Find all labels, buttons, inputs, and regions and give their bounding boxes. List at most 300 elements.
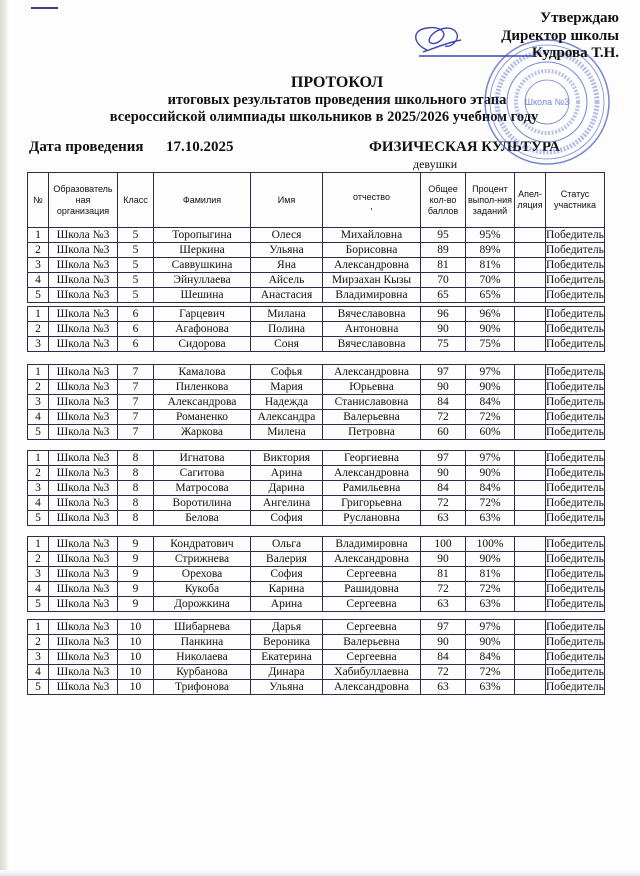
stamp-center-text: Школа №3: [524, 97, 570, 107]
category-label: девушки: [413, 157, 458, 171]
cell-patronymic: Борисовна: [323, 243, 421, 258]
header-patronymic-label: отчество: [353, 191, 390, 202]
cell-number: 1: [28, 620, 49, 635]
cell-appeal: [515, 650, 546, 665]
cell-percent: 81%: [466, 258, 515, 273]
cell-number: 1: [28, 307, 49, 322]
cell-number: 5: [28, 425, 49, 440]
cell-number: 5: [28, 680, 49, 695]
cell-surname: Саввушкина: [154, 258, 251, 273]
cell-surname: Стрижнева: [154, 552, 251, 567]
cell-total-score: 95: [421, 228, 466, 243]
cell-grade: 7: [118, 380, 154, 395]
cell-appeal: [515, 365, 546, 380]
cell-surname: Торопыгина: [154, 228, 251, 243]
cell-number: 2: [28, 243, 49, 258]
cell-total-score: 90: [421, 635, 466, 650]
cell-organization: Школа №3: [49, 582, 118, 597]
cell-percent: 90%: [466, 466, 515, 481]
cell-first-name: Надежда: [251, 395, 323, 410]
cell-number: 1: [28, 365, 49, 380]
cell-organization: Школа №3: [49, 620, 118, 635]
cell-percent: 70%: [466, 273, 515, 288]
table-row: [28, 650, 605, 665]
cell-number: 3: [28, 650, 49, 665]
cell-patronymic: Станиславовна: [323, 395, 421, 410]
cell-surname: Сагитова: [154, 466, 251, 481]
cell-surname: Панкина: [154, 635, 251, 650]
cell-appeal: [515, 567, 546, 582]
cell-number: 4: [28, 410, 49, 425]
cell-appeal: [515, 337, 546, 352]
cell-number: 2: [28, 635, 49, 650]
cell-percent: 63%: [466, 511, 515, 526]
grade-group-table: [27, 306, 605, 352]
cell-patronymic: Владимировна: [323, 288, 421, 303]
table-row: [28, 228, 605, 243]
approval-line-1: Утверждаю: [540, 10, 619, 26]
cell-total-score: 75: [421, 337, 466, 352]
cell-total-score: 65: [421, 288, 466, 303]
cell-total-score: 63: [421, 597, 466, 612]
cell-patronymic: Валерьевна: [323, 635, 421, 650]
cell-first-name: Дарина: [251, 481, 323, 496]
cell-first-name: Ульяна: [251, 243, 323, 258]
cell-total-score: 60: [421, 425, 466, 440]
cell-total-score: 72: [421, 582, 466, 597]
header-first-name: Имя: [251, 173, 323, 228]
cell-grade: 7: [118, 365, 154, 380]
cell-patronymic: Руслановна: [323, 511, 421, 526]
cell-status: Победитель: [546, 289, 604, 301]
cell-grade: 9: [118, 567, 154, 582]
table-row: [28, 635, 605, 650]
cell-grade: 6: [118, 322, 154, 337]
header-total-score: Общее кол-во баллов: [421, 173, 466, 228]
cell-surname: Дорожкина: [154, 597, 251, 612]
cell-patronymic: Вячеславовна: [323, 337, 421, 352]
cell-status: Победитель: [546, 553, 604, 565]
cell-grade: 6: [118, 307, 154, 322]
cell-surname: Николаева: [154, 650, 251, 665]
cell-patronymic: Вячеславовна: [323, 307, 421, 322]
cell-patronymic: Рамильевна: [323, 481, 421, 496]
cell-appeal: [515, 665, 546, 680]
cell-grade: 10: [118, 680, 154, 695]
cell-organization: Школа №3: [49, 552, 118, 567]
cell-status: Победитель: [546, 396, 604, 408]
cell-surname: Агафонова: [154, 322, 251, 337]
cell-status: Победитель: [546, 538, 604, 550]
cell-grade: 9: [118, 582, 154, 597]
cell-grade: 5: [118, 243, 154, 258]
cell-organization: Школа №3: [49, 425, 118, 440]
cell-first-name: Ангелина: [251, 496, 323, 511]
cell-status: Победитель: [546, 512, 604, 524]
cell-status: Победитель: [546, 651, 604, 663]
cell-surname: Романенко: [154, 410, 251, 425]
header-surname: Фамилия: [154, 173, 251, 228]
cell-appeal: [515, 537, 546, 552]
cell-organization: Школа №3: [49, 228, 118, 243]
cell-status: Победитель: [546, 244, 604, 256]
cell-total-score: 90: [421, 466, 466, 481]
cell-organization: Школа №3: [49, 466, 118, 481]
cell-grade: 8: [118, 451, 154, 466]
cell-first-name: Соня: [251, 337, 323, 352]
cell-patronymic: Владимировна: [323, 537, 421, 552]
cell-surname: Матросова: [154, 481, 251, 496]
cell-first-name: Анастасия: [251, 288, 323, 303]
cell-appeal: [515, 243, 546, 258]
cell-surname: Александрова: [154, 395, 251, 410]
cell-grade: 10: [118, 635, 154, 650]
cell-patronymic: Петровна: [323, 425, 421, 440]
cell-total-score: 100: [421, 537, 466, 552]
cell-appeal: [515, 395, 546, 410]
cell-appeal: [515, 496, 546, 511]
cell-total-score: 96: [421, 307, 466, 322]
cell-number: 3: [28, 395, 49, 410]
cell-organization: Школа №3: [49, 322, 118, 337]
cell-first-name: Полина: [251, 322, 323, 337]
header-percent: Процент выпол-ния заданий: [466, 173, 515, 228]
cell-percent: 60%: [466, 425, 515, 440]
cell-grade: 7: [118, 395, 154, 410]
cell-percent: 84%: [466, 650, 515, 665]
cell-grade: 10: [118, 665, 154, 680]
cell-status: Победитель: [546, 666, 604, 678]
grade-group-table: [27, 536, 605, 612]
cell-status: Победитель: [546, 308, 604, 320]
cell-organization: Школа №3: [49, 511, 118, 526]
cell-percent: 100%: [466, 537, 515, 552]
cell-first-name: Дарья: [251, 620, 323, 635]
table-row: [28, 481, 605, 496]
cell-surname: Воротилина: [154, 496, 251, 511]
table-row: [28, 258, 605, 273]
cell-percent: 90%: [466, 380, 515, 395]
cell-surname: Шеркина: [154, 243, 251, 258]
cell-patronymic: Александровна: [323, 258, 421, 273]
cell-surname: Белова: [154, 511, 251, 526]
cell-status: Победитель: [546, 583, 604, 595]
cell-percent: 97%: [466, 365, 515, 380]
cell-appeal: [515, 380, 546, 395]
approval-line-3: Кудрова Т.Н.: [531, 45, 619, 61]
cell-percent: 81%: [466, 567, 515, 582]
cell-first-name: Милана: [251, 307, 323, 322]
cell-organization: Школа №3: [49, 680, 118, 695]
cell-total-score: 84: [421, 395, 466, 410]
cell-surname: Кондратович: [154, 537, 251, 552]
cell-total-score: 63: [421, 511, 466, 526]
cell-total-score: 72: [421, 665, 466, 680]
cell-appeal: [515, 258, 546, 273]
cell-appeal: [515, 620, 546, 635]
cell-appeal: [515, 680, 546, 695]
cell-first-name: Ольга: [251, 537, 323, 552]
cell-total-score: 63: [421, 680, 466, 695]
cell-percent: 75%: [466, 337, 515, 352]
cell-organization: Школа №3: [49, 337, 118, 352]
cell-organization: Школа №3: [49, 258, 118, 273]
cell-status: Победитель: [546, 636, 604, 648]
cell-first-name: Динара: [251, 665, 323, 680]
cell-number: 4: [28, 496, 49, 511]
cell-surname: Гарцевич: [154, 307, 251, 322]
cell-first-name: Ульяна: [251, 680, 323, 695]
cell-percent: 96%: [466, 307, 515, 322]
cell-organization: Школа №3: [49, 288, 118, 303]
cell-surname: Шибарнева: [154, 620, 251, 635]
subject-name: ФИЗИЧЕСКАЯ КУЛЬТУРА: [369, 139, 560, 155]
cell-status: Победитель: [546, 681, 604, 693]
cell-number: 2: [28, 322, 49, 337]
cell-appeal: [515, 228, 546, 243]
cell-number: 5: [28, 288, 49, 303]
cell-status: Победитель: [546, 338, 604, 350]
cell-patronymic: Сергеевна: [323, 650, 421, 665]
cell-organization: Школа №3: [49, 243, 118, 258]
cell-appeal: [515, 597, 546, 612]
cell-first-name: Екатерина: [251, 650, 323, 665]
header-stray-mark: ,: [370, 200, 373, 211]
cell-total-score: 81: [421, 258, 466, 273]
cell-total-score: 72: [421, 410, 466, 425]
table-row: [28, 337, 605, 352]
cell-surname: Трифонова: [154, 680, 251, 695]
header-grade: Класс: [118, 173, 154, 228]
cell-percent: 84%: [466, 481, 515, 496]
cell-status: Победитель: [546, 274, 604, 286]
cell-total-score: 90: [421, 552, 466, 567]
header-organization: Образователь ная организация: [49, 173, 118, 228]
cell-number: 4: [28, 273, 49, 288]
cell-number: 1: [28, 451, 49, 466]
grade-group-table: [27, 619, 605, 695]
grade-group-table: [27, 364, 605, 440]
cell-total-score: 90: [421, 380, 466, 395]
cell-number: 3: [28, 258, 49, 273]
cell-surname: Сидорова: [154, 337, 251, 352]
cell-patronymic: Георгиевна: [323, 451, 421, 466]
cell-percent: 63%: [466, 680, 515, 695]
cell-grade: 10: [118, 650, 154, 665]
cell-surname: Жаркова: [154, 425, 251, 440]
header-number: №: [28, 173, 49, 228]
cell-status: Победитель: [546, 467, 604, 479]
cell-number: 2: [28, 380, 49, 395]
cell-surname: Курбанова: [154, 665, 251, 680]
table-row: [28, 620, 605, 635]
cell-appeal: [515, 410, 546, 425]
cell-grade: 8: [118, 466, 154, 481]
scan-edge-left: [0, 0, 9, 876]
table-row: [28, 552, 605, 567]
table-row: [28, 466, 605, 481]
cell-surname: Пиленкова: [154, 380, 251, 395]
cell-total-score: 84: [421, 481, 466, 496]
cell-organization: Школа №3: [49, 537, 118, 552]
table-row: [28, 665, 605, 680]
cell-percent: 72%: [466, 665, 515, 680]
cell-status: Победитель: [546, 482, 604, 494]
cell-first-name: Валерия: [251, 552, 323, 567]
cell-grade: 9: [118, 537, 154, 552]
header-status: Статус участника: [546, 173, 605, 228]
table-row: [28, 496, 605, 511]
date-value: 17.10.2025: [166, 139, 234, 155]
table-row: [28, 597, 605, 612]
cell-organization: Школа №3: [49, 307, 118, 322]
cell-total-score: 97: [421, 620, 466, 635]
cell-number: 4: [28, 665, 49, 680]
cell-appeal: [515, 322, 546, 337]
cell-patronymic: Михайловна: [323, 228, 421, 243]
table-row: [28, 307, 605, 322]
cell-organization: Школа №3: [49, 567, 118, 582]
cell-appeal: [515, 582, 546, 597]
table-row: [28, 380, 605, 395]
cell-percent: 95%: [466, 228, 515, 243]
cell-percent: 84%: [466, 395, 515, 410]
cell-organization: Школа №3: [49, 410, 118, 425]
cell-first-name: Арина: [251, 597, 323, 612]
cell-patronymic: Александровна: [323, 552, 421, 567]
table-row: [28, 288, 605, 303]
cell-patronymic: Александровна: [323, 365, 421, 380]
cell-status: Победитель: [546, 621, 604, 633]
cell-appeal: [515, 552, 546, 567]
cell-total-score: 89: [421, 243, 466, 258]
cell-status: Победитель: [546, 411, 604, 423]
cell-status: Победитель: [546, 426, 604, 438]
title-line-2: итоговых результатов проведения школьного этапа: [167, 92, 507, 108]
cell-percent: 90%: [466, 322, 515, 337]
grade-group-table: [27, 227, 605, 303]
cell-percent: 97%: [466, 451, 515, 466]
table-row: [28, 680, 605, 695]
cell-number: 1: [28, 537, 49, 552]
cell-patronymic: Хабибуллаевна: [323, 665, 421, 680]
cell-status: Победитель: [546, 366, 604, 378]
cell-grade: 9: [118, 552, 154, 567]
cell-surname: Игнатова: [154, 451, 251, 466]
director-signature: [405, 22, 535, 62]
cell-percent: 72%: [466, 582, 515, 597]
cell-status: Победитель: [546, 452, 604, 464]
pen-mark: [31, 7, 58, 9]
cell-patronymic: Александровна: [323, 466, 421, 481]
cell-percent: 63%: [466, 597, 515, 612]
table-row: [28, 273, 605, 288]
cell-total-score: 97: [421, 365, 466, 380]
cell-patronymic: Рашидовна: [323, 582, 421, 597]
cell-surname: Камалова: [154, 365, 251, 380]
date-label: Дата проведения: [29, 139, 144, 155]
cell-appeal: [515, 635, 546, 650]
cell-first-name: Айсель: [251, 273, 323, 288]
cell-appeal: [515, 425, 546, 440]
cell-organization: Школа №3: [49, 635, 118, 650]
cell-patronymic: Григорьевна: [323, 496, 421, 511]
cell-grade: 7: [118, 425, 154, 440]
cell-first-name: Александра: [251, 410, 323, 425]
cell-status: Победитель: [546, 598, 604, 610]
table-row: [28, 582, 605, 597]
cell-patronymic: Юрьевна: [323, 380, 421, 395]
cell-first-name: Карина: [251, 582, 323, 597]
cell-grade: 9: [118, 597, 154, 612]
cell-organization: Школа №3: [49, 650, 118, 665]
table-row: [28, 365, 605, 380]
cell-number: 3: [28, 337, 49, 352]
cell-total-score: 81: [421, 567, 466, 582]
cell-organization: Школа №3: [49, 365, 118, 380]
cell-percent: 89%: [466, 243, 515, 258]
table-row: [28, 567, 605, 582]
cell-surname: Орехова: [154, 567, 251, 582]
cell-appeal: [515, 466, 546, 481]
cell-patronymic: Мирзахан Кызы: [323, 273, 421, 288]
cell-appeal: [515, 451, 546, 466]
title-line-1: ПРОТОКОЛ: [290, 74, 384, 91]
cell-status: Победитель: [546, 259, 604, 271]
cell-total-score: 84: [421, 650, 466, 665]
cell-grade: 7: [118, 410, 154, 425]
cell-number: 3: [28, 481, 49, 496]
cell-organization: Школа №3: [49, 597, 118, 612]
cell-percent: 97%: [466, 620, 515, 635]
cell-grade: 10: [118, 620, 154, 635]
cell-number: 5: [28, 511, 49, 526]
cell-organization: Школа №3: [49, 481, 118, 496]
cell-appeal: [515, 273, 546, 288]
cell-grade: 8: [118, 511, 154, 526]
cell-patronymic: Сергеевна: [323, 567, 421, 582]
cell-number: 2: [28, 466, 49, 481]
cell-number: 1: [28, 228, 49, 243]
cell-organization: Школа №3: [49, 451, 118, 466]
cell-appeal: [515, 511, 546, 526]
table-row: [28, 425, 605, 440]
cell-percent: 90%: [466, 552, 515, 567]
cell-number: 2: [28, 552, 49, 567]
cell-grade: 8: [118, 496, 154, 511]
header-appeal: Апел- ляция: [515, 173, 546, 228]
cell-percent: 65%: [466, 288, 515, 303]
cell-first-name: Вероника: [251, 635, 323, 650]
cell-grade: 6: [118, 337, 154, 352]
cell-first-name: Милена: [251, 425, 323, 440]
table-row: [28, 410, 605, 425]
cell-number: 3: [28, 567, 49, 582]
cell-percent: 72%: [466, 410, 515, 425]
cell-surname: Шешина: [154, 288, 251, 303]
table-row: [28, 537, 605, 552]
cell-number: 4: [28, 582, 49, 597]
cell-grade: 5: [118, 258, 154, 273]
results-table-header: [27, 172, 605, 228]
cell-status: Победитель: [546, 381, 604, 393]
cell-first-name: Арина: [251, 466, 323, 481]
cell-organization: Школа №3: [49, 496, 118, 511]
cell-appeal: [515, 288, 546, 303]
cell-total-score: 90: [421, 322, 466, 337]
cell-first-name: Мария: [251, 380, 323, 395]
cell-patronymic: Валерьевна: [323, 410, 421, 425]
